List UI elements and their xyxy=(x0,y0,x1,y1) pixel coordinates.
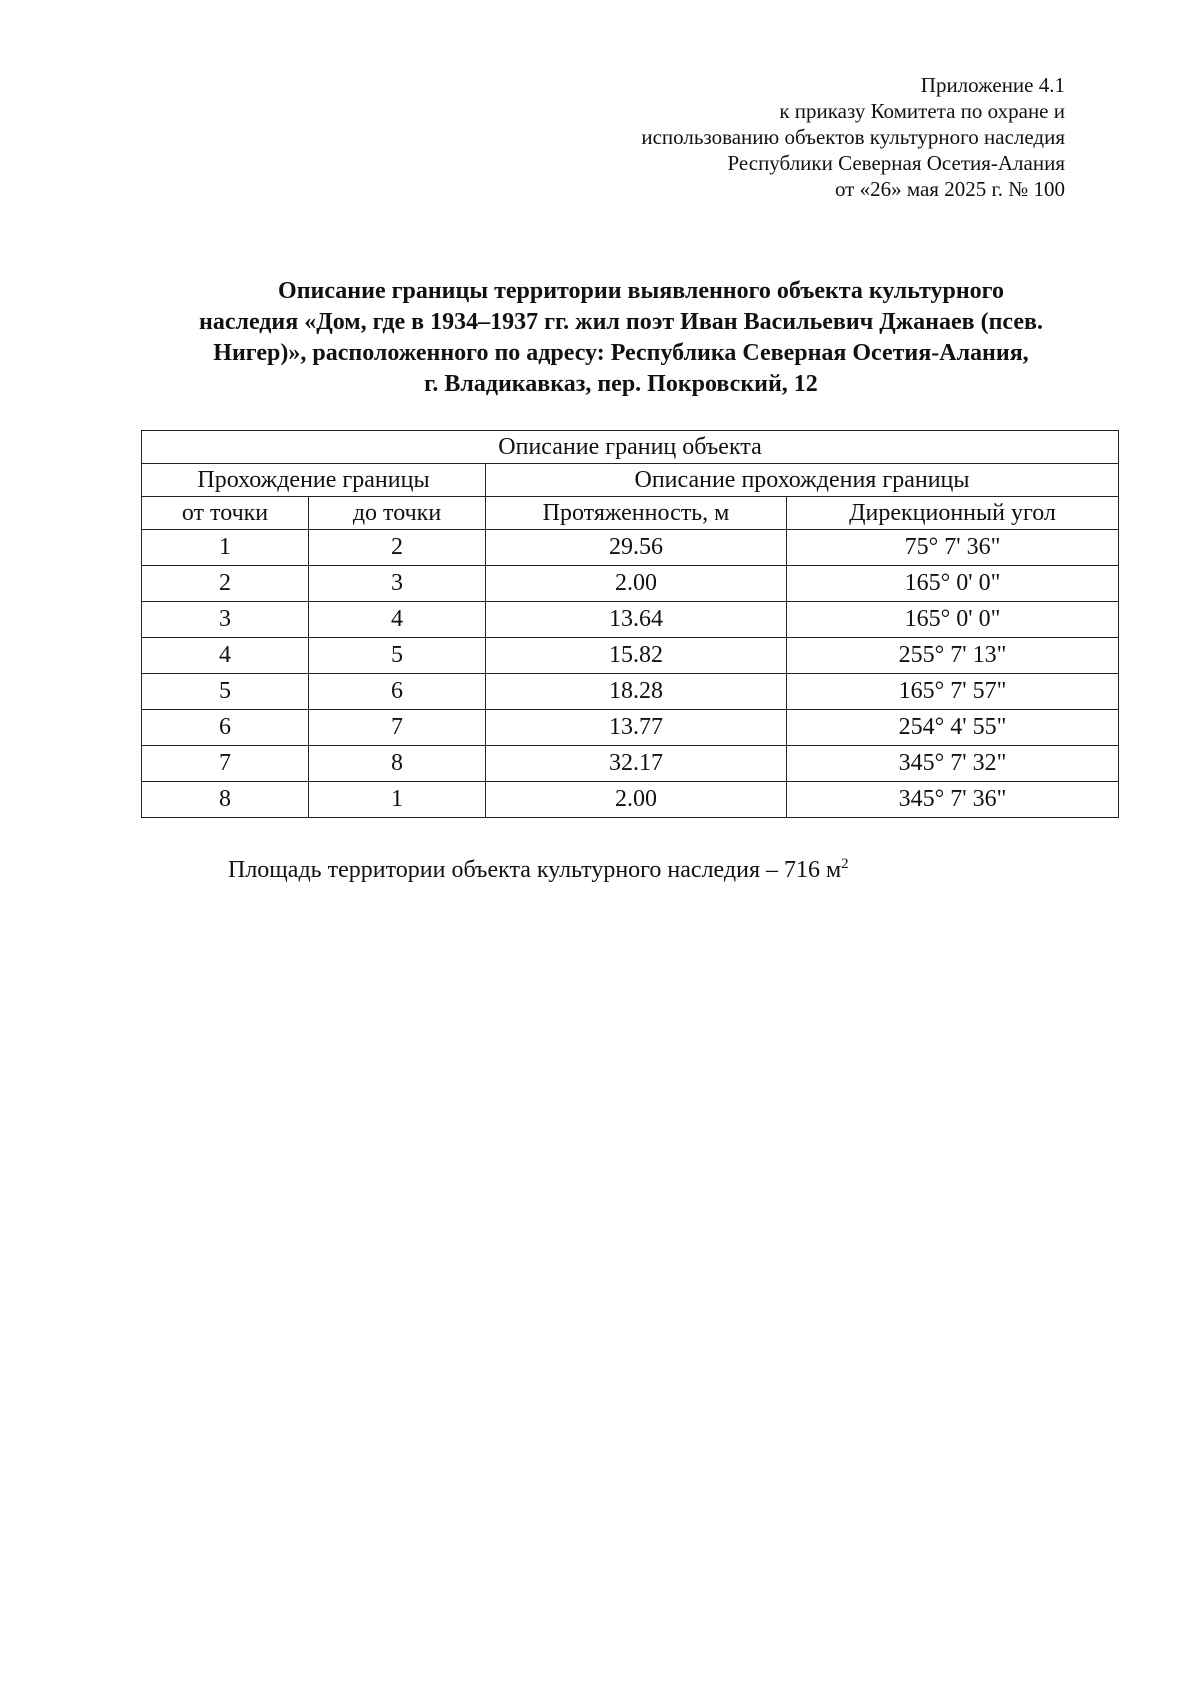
cell-from: 2 xyxy=(142,566,309,602)
cell-angle: 165° 0' 0" xyxy=(787,602,1119,638)
column-header-to: до точки xyxy=(309,497,486,530)
cell-to: 6 xyxy=(309,674,486,710)
table-row xyxy=(142,638,1119,674)
cell-to: 4 xyxy=(309,602,486,638)
document-title xyxy=(130,276,1112,400)
table-row xyxy=(142,530,1119,566)
title-line: наследия «Дом, где в 1934–1937 гг. жил поэт Иван Васильевич Джанаев (псев. xyxy=(199,309,1043,335)
table-row xyxy=(142,674,1119,710)
cell-from: 3 xyxy=(142,602,309,638)
group-header-passage: Прохождение границы xyxy=(142,464,486,497)
cell-from: 1 xyxy=(142,530,309,566)
cell-from: 6 xyxy=(142,710,309,746)
cell-length: 2.00 xyxy=(486,566,787,602)
table-row xyxy=(142,782,1119,818)
appendix-line: к приказу Комитета по охране и xyxy=(779,99,1065,123)
cell-to: 1 xyxy=(309,782,486,818)
column-header-from: от точки xyxy=(142,497,309,530)
cell-from: 7 xyxy=(142,746,309,782)
cell-to: 3 xyxy=(309,566,486,602)
table-row xyxy=(142,566,1119,602)
cell-angle: 165° 7' 57" xyxy=(787,674,1119,710)
cell-angle: 345° 7' 32" xyxy=(787,746,1119,782)
appendix-line: Приложение 4.1 xyxy=(920,73,1065,97)
table-caption: Описание границ объекта xyxy=(142,431,1119,464)
column-header-angle: Дирекционный угол xyxy=(787,497,1119,530)
title-line: Описание границы территории выявленного объекта культурного xyxy=(278,278,1004,304)
appendix-line: Республики Северная Осетия-Алания xyxy=(727,151,1065,175)
cell-from: 4 xyxy=(142,638,309,674)
cell-length: 2.00 xyxy=(486,782,787,818)
cell-to: 7 xyxy=(309,710,486,746)
title-line: г. Владикавказ, пер. Покровский, 12 xyxy=(424,371,818,397)
cell-length: 18.28 xyxy=(486,674,787,710)
area-superscript: 2 xyxy=(841,856,849,872)
cell-to: 2 xyxy=(309,530,486,566)
group-header-description: Описание прохождения границы xyxy=(486,464,1119,497)
cell-to: 8 xyxy=(309,746,486,782)
cell-length: 15.82 xyxy=(486,638,787,674)
appendix-line: от «26» мая 2025 г. № 100 xyxy=(834,177,1065,201)
table-row xyxy=(142,710,1119,746)
table-row xyxy=(142,746,1119,782)
cell-angle: 255° 7' 13" xyxy=(787,638,1119,674)
cell-length: 13.64 xyxy=(486,602,787,638)
cell-angle: 165° 0' 0" xyxy=(787,566,1119,602)
cell-length: 13.77 xyxy=(486,710,787,746)
table-row xyxy=(142,602,1119,638)
cell-angle: 345° 7' 36" xyxy=(787,782,1119,818)
cell-from: 5 xyxy=(142,674,309,710)
area-statement xyxy=(228,856,849,884)
cell-angle: 254° 4' 55" xyxy=(787,710,1119,746)
appendix-line: использованию объектов культурного наследия xyxy=(641,125,1065,149)
cell-from: 8 xyxy=(142,782,309,818)
boundary-table xyxy=(141,430,1119,818)
area-text: Площадь территории объекта культурного наследия – 716 м xyxy=(228,857,842,883)
appendix-header xyxy=(365,72,1065,202)
column-header-length: Протяженность, м xyxy=(486,497,787,530)
cell-length: 32.17 xyxy=(486,746,787,782)
cell-to: 5 xyxy=(309,638,486,674)
cell-length: 29.56 xyxy=(486,530,787,566)
title-line: Нигер)», расположенного по адресу: Республика Северная Осетия-Алания, xyxy=(213,340,1029,366)
cell-angle: 75° 7' 36" xyxy=(787,530,1119,566)
